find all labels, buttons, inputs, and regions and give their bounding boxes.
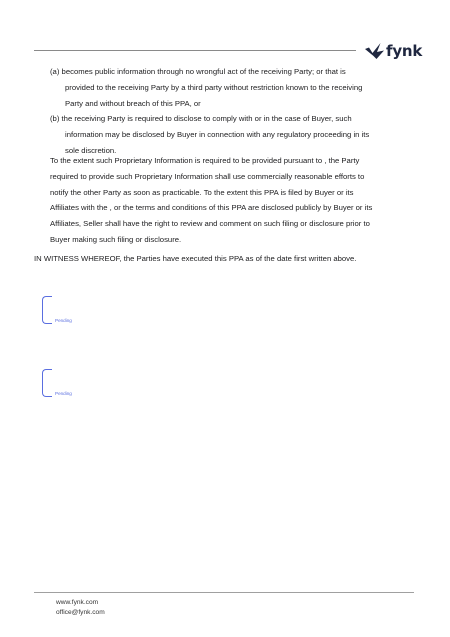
logo-wordmark: fynk bbox=[386, 41, 423, 60]
footer-email: office@fynk.com bbox=[56, 609, 105, 616]
proprietary-info-paragraph bbox=[50, 153, 415, 248]
footer-website: www.fynk.com bbox=[56, 599, 99, 606]
signature-status: Pending bbox=[55, 391, 72, 396]
clause-line: provided to the receiving Party by a third party without restriction known to the receiving bbox=[65, 82, 363, 92]
clause-line: sole discretion. bbox=[65, 145, 117, 155]
paragraph-line: notify the other Party as soon as practicable. To the extent this PPA is filed by Buyer or its bbox=[50, 187, 354, 197]
clause-line: the receiving Party is required to disclose to comply with or in the case of Buyer, such bbox=[61, 114, 352, 123]
bird-icon bbox=[365, 43, 384, 59]
paragraph-line: Affiliates with the , or the terms and conditions of this PPA are disclosed publicly by Buyer or its bbox=[50, 203, 373, 213]
paragraph-line: required to provide such Proprietary Information shall use commercially reasonable efforts to bbox=[50, 171, 365, 181]
fynk-logo bbox=[365, 40, 422, 62]
clause-line: information may be disclosed by Buyer in connection with any regulatory proceeding in its bbox=[65, 129, 370, 139]
signature-field[interactable] bbox=[42, 296, 52, 324]
clause-marker: (b) bbox=[50, 114, 60, 123]
signature-status: Pending bbox=[55, 318, 72, 323]
clause-b bbox=[50, 111, 410, 158]
clause-marker: (a) bbox=[50, 67, 60, 76]
signature-field[interactable] bbox=[42, 369, 52, 397]
clause-a bbox=[50, 64, 410, 111]
paragraph-line: To the extent such Proprietary Information is required to be provided pursuant to , the Party bbox=[50, 156, 360, 165]
clause-line: becomes public information through no wrongful act of the receiving Party; or that is bbox=[61, 67, 346, 76]
witness-statement: IN WITNESS WHEREOF, the Parties have executed this PPA as of the date first written above. bbox=[34, 254, 357, 263]
paragraph-line: Buyer making such filing or disclosure. bbox=[50, 234, 182, 244]
header-divider bbox=[34, 50, 356, 51]
paragraph-line: Affiliates, Seller shall have the right to review and comment on such filing or disclosure prior to bbox=[50, 219, 370, 229]
footer-divider bbox=[34, 592, 414, 593]
clause-line: Party and without breach of this PPA, or bbox=[65, 98, 201, 108]
